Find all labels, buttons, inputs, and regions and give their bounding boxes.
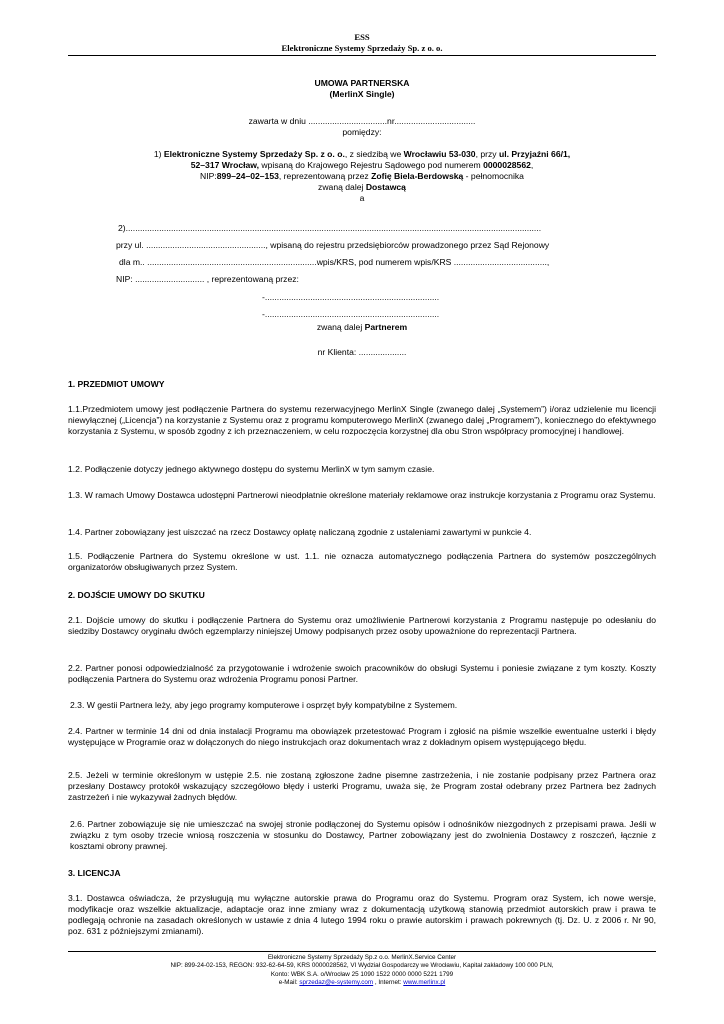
section3-heading: 3. LICENCJA xyxy=(68,868,121,878)
clause-2-2: 2.2. Partner ponosi odpowiedzialność za przygotowanie i wdrożenie swoich pracowników do obsługi Systemu i poniesie związane z tym koszty. Koszty podłączenia Partnera do Systemu oraz wdrożenia Programu ponosi Partner. xyxy=(68,663,656,684)
party1-rep-role: - pełnomocnika xyxy=(463,171,524,181)
footer-website-link[interactable]: www.merlinx.pl xyxy=(403,979,446,986)
party2-called-name: Partnerem xyxy=(364,322,408,332)
party2-called-text: zwaną dalej xyxy=(316,322,365,332)
clause-2-5: 2.5. Jeżeli w terminie określonym w ustępie 2.5. nie zostaną zgłoszone żadne pisemne zastrzeżenia, i nie zostanie podpisany przez Partnera oraz przesłany Dostawcy protokół wskazujący szczegółowo błędy i usterki Programu, uważa się, że Program został odebrany przez Partnera bez żadnych zastrzeżeń i nie wykazywał żadnych błędów. xyxy=(68,770,656,802)
party1-krs-number: 0000028562 xyxy=(483,160,531,170)
party1-nip-label: NIP: xyxy=(200,171,217,181)
document-subtitle: (MerlinX Single) xyxy=(329,89,395,99)
section2-heading: 2. DOJŚCIE UMOWY DO SKUTKU xyxy=(68,590,205,600)
header-company-short: ESS xyxy=(354,32,370,42)
clause-1-1: 1.1.Przedmiotem umowy jest podłączenie Partnera do systemu rezerwacyjnego MerlinX Single (zwanego dalej „Systemem”) i/oraz udzielenie mu licencji niewyłącznej („Licencja”) na korzystanie z Systemu oraz z programu komputerowego MerlinX (zwanego dalej „Programem”), koniecznego do efektywnego korzystania z Systemu, w sposób zgodny z ich przeznaczeniem, w celu rozpoczęcia korzystnej dla obu Stron współpracy promocyjnej i handlowej. xyxy=(68,404,656,436)
clause-1-2: 1.2. Podłączenie dotyczy jednego aktywnego dostępu do systemu MerlinX w tym samym czasie. xyxy=(68,464,435,474)
footer-line4 xyxy=(68,979,656,987)
party2-rep1: -......................................................................... xyxy=(262,292,440,302)
party1-name: Elektroniczne Systemy Sprzedaży Sp. z o. o. xyxy=(163,149,345,159)
party2-line1: 2).............................................................................................................................................................................. xyxy=(118,223,542,233)
footer-email-link[interactable]: sprzedaz@e-systemy.com xyxy=(299,979,374,986)
document-title: UMOWA PARTNERSKA xyxy=(314,78,410,88)
party1-street: ul. Przyjaźni 66/1, xyxy=(499,149,571,159)
clause-3-1: 3.1. Dostawca oświadcza, że przysługują mu wyłączne autorskie prawa do Programu oraz do Systemu. Program oraz System, ich nowe wersje, modyfikacje oraz wszelkie aktualizacje, adaptacje oraz inne zmiany wraz z dokumentacją użytkową stanowią przedmiot autorskich praw i prawa te podlegają ochronie na zasadach określonych w ustawie z dnia 4 lutego 1994 roku o prawie autorskim i prawach pokrewnych (tj. Dz. U. z 2006 r. Nr 90, poz. 631 z późniejszymi zmianami). xyxy=(68,893,656,936)
footer-line3: Konto: WBK S.A. o/Wrocław 25 1090 1522 0000 0000 5221 1799 xyxy=(270,971,454,978)
and-line: a xyxy=(359,193,365,203)
party2-line2: przy ul. .................................................., wpisaną do rejestru przedsiębiorców prowadzonego przez Sąd Rejonowy xyxy=(116,240,550,250)
client-number-line: nr Klienta: .................... xyxy=(317,347,407,357)
header-rule xyxy=(68,55,656,56)
party1-called-text: zwaną dalej xyxy=(318,182,366,192)
header-company-full: Elektroniczne Systemy Sprzedaży Sp. z o. o. xyxy=(281,43,443,53)
party2-called-line xyxy=(68,322,656,333)
party1-rep-text: , reprezentowaną przez xyxy=(278,171,372,181)
party1-called-name: Dostawcą xyxy=(365,182,406,192)
party1-seat-text: , z siedzibą we xyxy=(344,149,404,159)
party1-line1 xyxy=(68,149,656,160)
footer-email-label: e-Mail: xyxy=(278,979,300,986)
clause-1-5: 1.5. Podłączenie Partnera do Systemu określone w ust. 1.1. nie oznacza automatycznego podłączenia Partnera do systemów poszczególnych organizatorów obsługiwanych przez System. xyxy=(68,551,656,572)
clause-1-3: 1.3. W ramach Umowy Dostawca udostępni Partnerowi nieodpłatnie określone materiały reklamowe oraz instrukcje korzystania z Programu oraz Systemu. xyxy=(68,490,656,500)
party1-rep-name: Zofię Biela-Berdowską xyxy=(371,171,464,181)
section1-heading: 1. PRZEDMIOT UMOWY xyxy=(68,379,165,389)
footer-line1: Elektroniczne Systemy Sprzedaży Sp.z o.o. MerlinX.Service Center xyxy=(267,954,457,961)
clause-2-1: 2.1. Dojście umowy do skutku i podłączenie Partnera do Systemu oraz umożliwienie Partnerowi korzystania z Programu następuje po odesłaniu do siedziby Dostawcy oryginału dwóch egzemplarzy niniejszej Umowy podpisanych przez osoby upoważnione do reprezentacji Partnera. xyxy=(68,615,656,636)
footer-rule xyxy=(68,951,656,952)
party1-at-text: , przy xyxy=(475,149,499,159)
party2-rep2: -......................................................................... xyxy=(262,309,440,319)
party1-line2 xyxy=(68,160,656,171)
party1-postcode: 52–317 Wrocław, xyxy=(190,160,260,170)
party1-prefix: 1) xyxy=(153,149,164,159)
clause-1-4: 1.4. Partner zobowiązany jest uiszczać na rzecz Dostawcy opłatę naliczaną zgodnie z ustaleniami zawartymi w punkcie 4. xyxy=(68,527,532,537)
footer-line2: NIP: 899-24-02-153, REGON: 932-62-64-59, KRS 0000028562, VI Wydział Gospodarczy we Wrocławiu, Kapitał zakładowy 100 000 PLN, xyxy=(170,962,554,969)
clause-2-4: 2.4. Partner w terminie 14 dni od dnia instalacji Programu ma obowiązek przetestować Program i zgłosić na piśmie wszelkie ewentualne usterki i błędy występujące w Programie oraz w dołączonych do niego instrukcjach oraz dokumentach wraz z dokładnym opisem występującego błędu. xyxy=(68,726,656,747)
party1-city: Wrocławiu 53-030 xyxy=(403,149,476,159)
footer-internet-label: , Internet: xyxy=(373,979,404,986)
party1-nip: 899–24–02–153 xyxy=(216,171,279,181)
concluded-line: zawarta w dniu .................................nr.................................. xyxy=(248,116,476,126)
between-line: pomiędzy: xyxy=(342,127,382,137)
party1-krs-end: , xyxy=(530,160,534,170)
party2-line4: NIP: ............................. , reprezentowaną przez: xyxy=(116,274,299,284)
party1-krs-text: wpisaną do Krajowego Rejestru Sądowego pod numerem xyxy=(259,160,484,170)
party1-line3 xyxy=(68,171,656,182)
clause-2-6: 2.6. Partner zobowiązuje się nie umieszczać na swojej stronie podłączonej do Systemu opisów i odnośników niezgodnych z przepisami prawa. Jeśli w związku z tym osoby trzecie wniosą roszczenia w stosunku do Dostawcy, Partner zobowiązany jest do zwolnienia Dostawcy z roszczeń, łącznie z kosztami obrony prawnej. xyxy=(70,819,656,851)
party1-line4 xyxy=(68,182,656,193)
clause-2-3: 2.3. W gestii Partnera leży, aby jego programy komputerowe i osprzęt były kompatybilne z Systemem. xyxy=(70,700,458,710)
party2-line3: dla m.. .......................................................................wpis/KRS, pod numerem wpis/KRS ......................................., xyxy=(119,257,550,267)
